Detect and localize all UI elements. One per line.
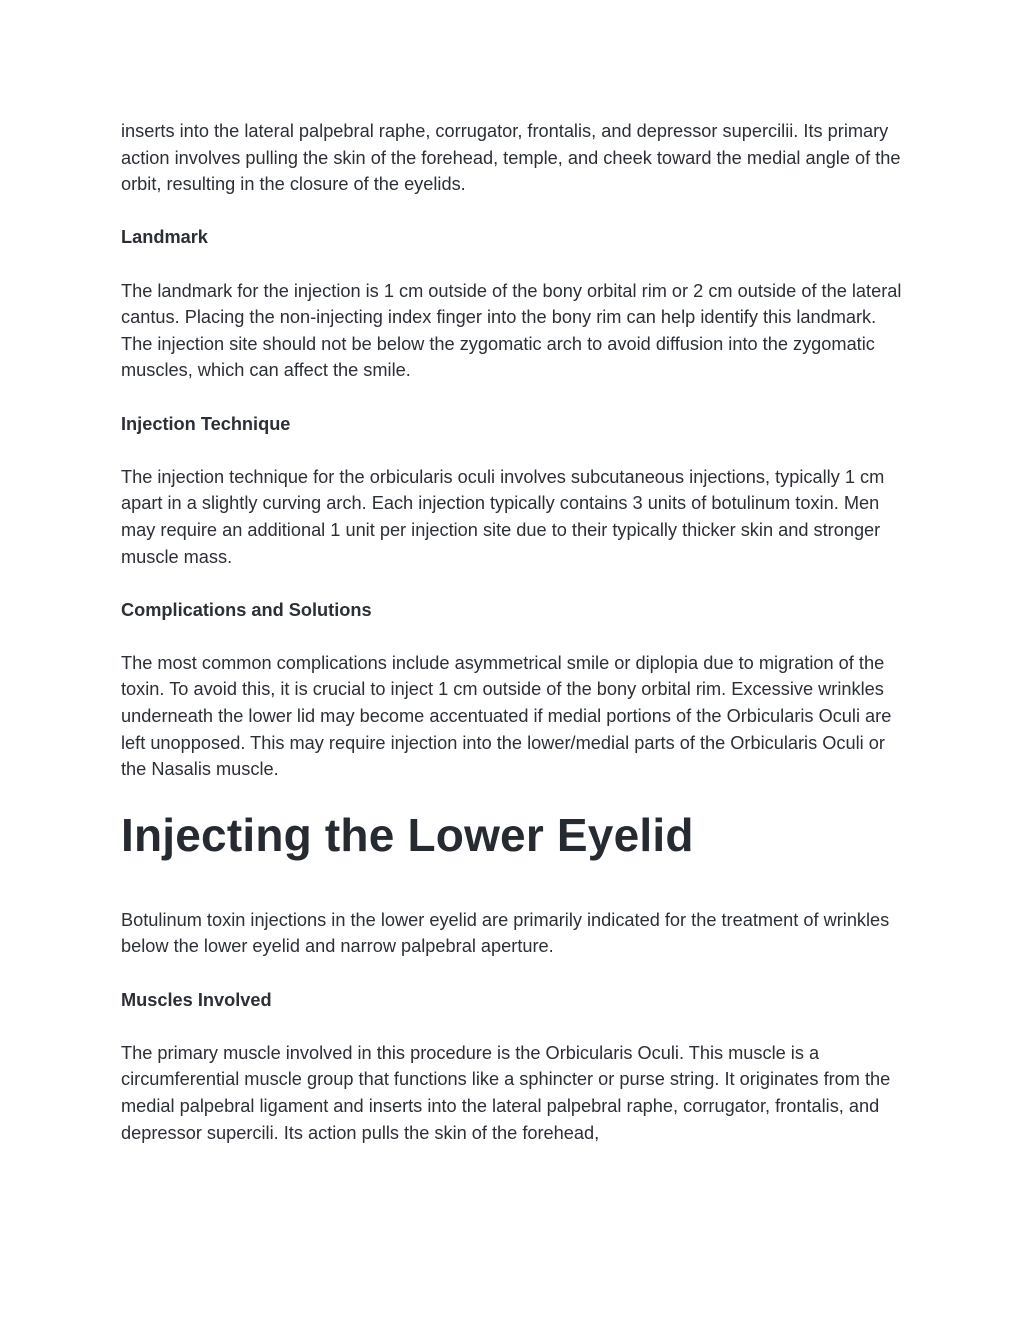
heading-injection-technique: Injection Technique — [121, 413, 291, 434]
paragraph-complications: The most common complications include asymmetrical smile or diplopia due to migration of the toxin. To avoid this, it is crucial to inject 1 cm outside of the bony orbital rim. Excessive wrinkles underneath the lower lid may become accentuated if medial portions of the Orbicularis Oculi are left unopposed. This may require injection into the lower/medial parts of the Orbicularis Oculi or the Nasalis muscle. — [121, 652, 892, 780]
paragraph-injection-technique: The injection technique for the orbicularis oculi involves subcutaneous injections, typically 1 cm apart in a slightly curving arch. Each injection typically contains 3 units of botulinum toxin. Men may require an additional 1 unit per injection site due to their typically thicker skin and stronger muscle mass. — [121, 466, 885, 567]
paragraph-intro: inserts into the lateral palpebral raphe, corrugator, frontalis, and depressor supercilii. Its primary action involves pulling the skin of the forehead, temple, and cheek toward the medial angle of the orbit, resulting in the closure of the eyelids. — [121, 121, 901, 195]
heading-landmark: Landmark — [121, 227, 208, 248]
paragraph-muscles-involved: The primary muscle involved in this procedure is the Orbicularis Oculi. This muscle is a circumferential muscle group that functions like a sphincter or purse string. It originates from the medial palpebral ligament and inserts into the lateral palpebral raphe, corrugator, frontalis, and depressor supercili. Its action pulls the skin of the forehead, — [121, 1042, 891, 1143]
paragraph-lower-eyelid: Botulinum toxin injections in the lower eyelid are primarily indicated for the treatment of wrinkles below the lower eyelid and narrow palpebral aperture. — [121, 909, 890, 957]
document-page — [121, 118, 911, 1146]
heading-complications: Complications and Solutions — [121, 599, 372, 620]
paragraph-landmark: The landmark for the injection is 1 cm outside of the bony orbital rim or 2 cm outside of the lateral cantus. Placing the non-injecting index finger into the bony rim can help identify this landmark. The injection site should not be below the zygomatic arch to avoid diffusion into the zygomatic muscles, which can affect the smile. — [121, 280, 902, 381]
heading-muscles-involved: Muscles Involved — [121, 989, 272, 1010]
heading-injecting-lower-eyelid: Injecting the Lower Eyelid — [121, 808, 694, 861]
